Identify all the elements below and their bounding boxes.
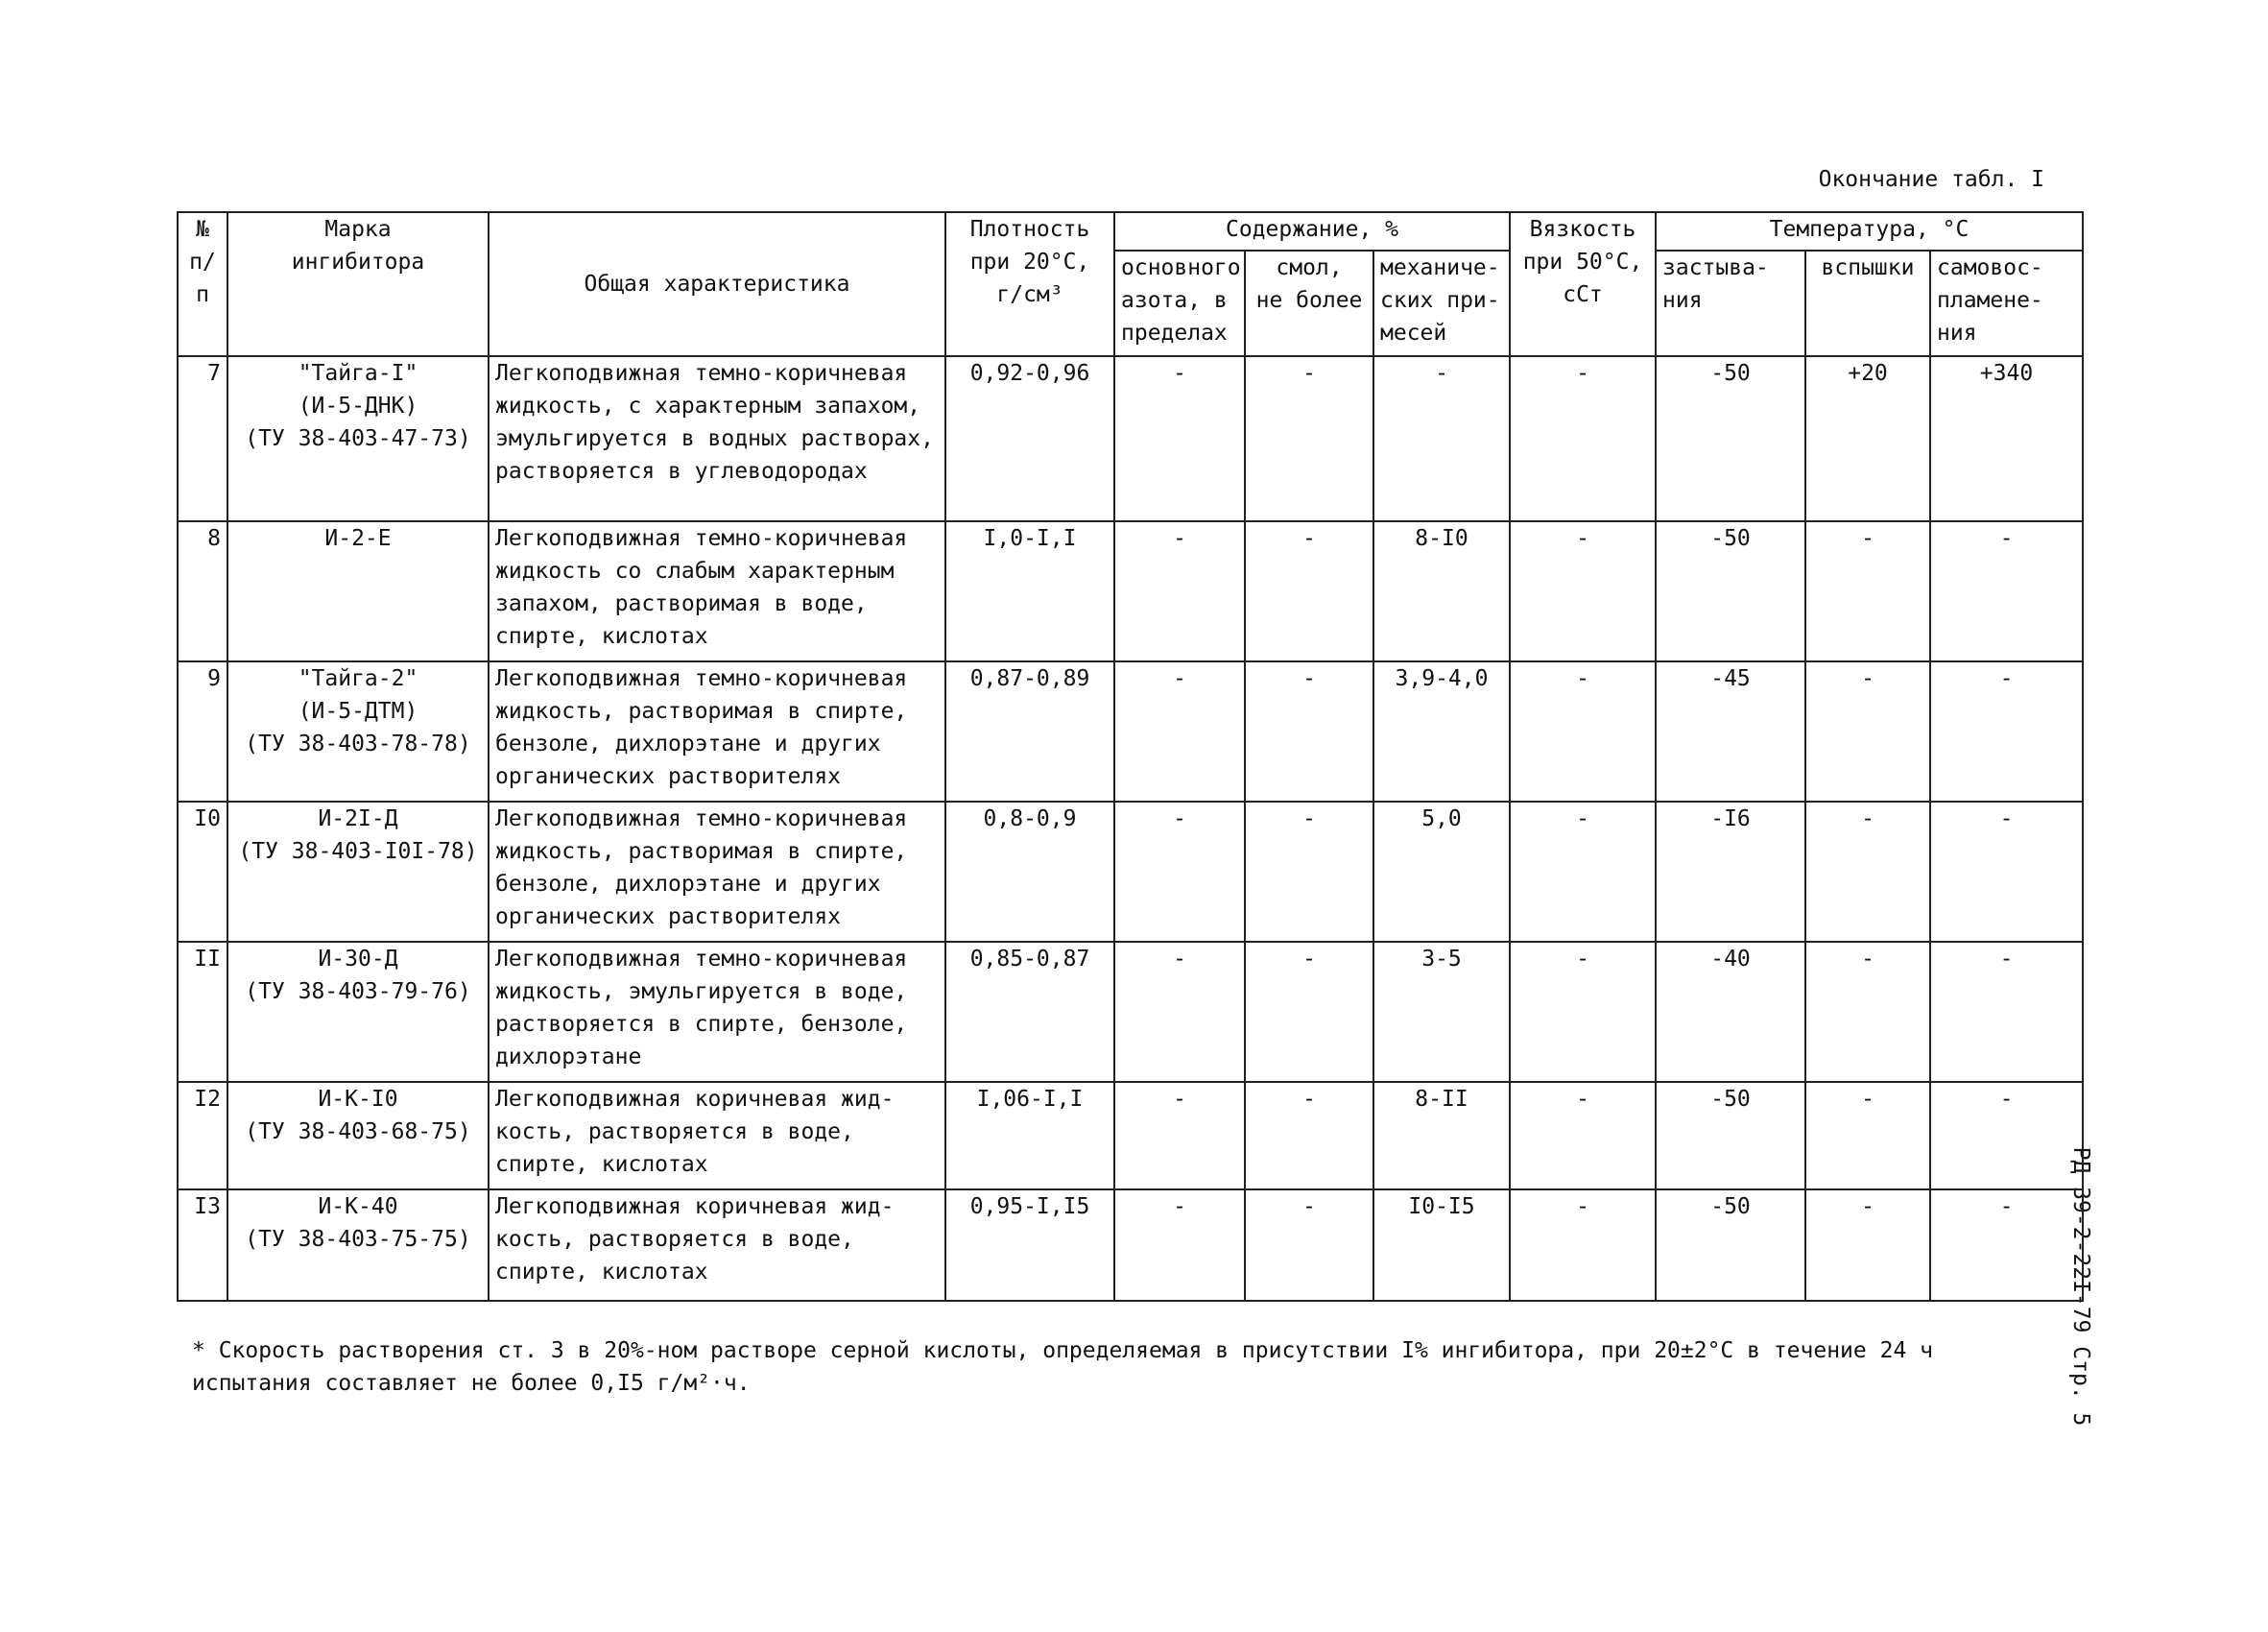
inhibitor-brand: И-2-Е — [227, 521, 489, 661]
autoignition-value: - — [1930, 521, 2083, 661]
inhibitor-description: Легкоподвижная темно-коричневая жидкость со слабым характерным запахом, растворимая в воде, спирте, кислотах — [489, 521, 945, 661]
nitrogen-value: - — [1114, 942, 1245, 1082]
resins-value: - — [1245, 1082, 1373, 1189]
autoignition-value: - — [1930, 942, 2083, 1082]
autoignition-value: - — [1930, 802, 2083, 942]
viscosity-value: - — [1510, 661, 1656, 802]
pour-point-value: -40 — [1656, 942, 1805, 1082]
autoignition-value: +340 — [1930, 356, 2083, 521]
resins-value: - — [1245, 661, 1373, 802]
inhibitor-brand: И-К-40 (ТУ 38-403-75-75) — [227, 1189, 489, 1301]
header-num: № п/п — [178, 212, 227, 356]
viscosity-value: - — [1510, 942, 1656, 1082]
header-pour: застыва- ния — [1656, 251, 1805, 356]
density-value: I,06-I,I — [945, 1082, 1114, 1189]
flash-point-value: - — [1805, 942, 1930, 1082]
inhibitor-brand: "Тайга-2" (И-5-ДТМ) (ТУ 38-403-78-78) — [227, 661, 489, 802]
autoignition-value: - — [1930, 661, 2083, 802]
header-density: Плотность при 20°С, г/см³ — [945, 212, 1114, 356]
header-autoign: самовос- пламене- ния — [1930, 251, 2083, 356]
inhibitor-description: Легкоподвижная коричневая жид- кость, растворяется в воде, спирте, кислотах — [489, 1189, 945, 1301]
density-value: 0,95-I,I5 — [945, 1189, 1114, 1301]
density-value: 0,92-0,96 — [945, 356, 1114, 521]
resins-value: - — [1245, 521, 1373, 661]
table-row — [178, 1082, 2083, 1189]
nitrogen-value: - — [1114, 661, 1245, 802]
inhibitor-description: Легкоподвижная темно-коричневая жидкость, эмульгируется в воде, растворяется в спирте, бензоле, дихлорэтане — [489, 942, 945, 1082]
inhibitor-brand: И-К-I0 (ТУ 38-403-68-75) — [227, 1082, 489, 1189]
density-value: 0,8-0,9 — [945, 802, 1114, 942]
table-row — [178, 521, 2083, 661]
inhibitor-brand: И-2I-Д (ТУ 38-403-I0I-78) — [227, 802, 489, 942]
nitrogen-value: - — [1114, 802, 1245, 942]
pour-point-value: -45 — [1656, 661, 1805, 802]
resins-value: - — [1245, 356, 1373, 521]
header-flash: вспышки — [1805, 251, 1930, 356]
nitrogen-value: - — [1114, 521, 1245, 661]
inhibitor-description: Легкоподвижная темно-коричневая жидкость, растворимая в спирте, бензоле, дихлорэтане и других органических растворителях — [489, 661, 945, 802]
density-value: I,0-I,I — [945, 521, 1114, 661]
flash-point-value: +20 — [1805, 356, 1930, 521]
resins-value: - — [1245, 802, 1373, 942]
page-side-label: РД 39-2-22I-79 Стр. 5 — [2068, 1146, 2093, 1427]
nitrogen-value: - — [1114, 356, 1245, 521]
mech-impurities-value: 3-5 — [1373, 942, 1510, 1082]
nitrogen-value: - — [1114, 1082, 1245, 1189]
table-row — [178, 661, 2083, 802]
pour-point-value: -I6 — [1656, 802, 1805, 942]
inhibitor-description: Легкоподвижная темно-коричневая жидкость, растворимая в спирте, бензоле, дихлорэтане и других органических растворителях — [489, 802, 945, 942]
mech-impurities-value: 8-II — [1373, 1082, 1510, 1189]
pour-point-value: -50 — [1656, 356, 1805, 521]
header-desc: Общая характеристика — [489, 212, 945, 356]
mech-impurities-value: 8-I0 — [1373, 521, 1510, 661]
autoignition-value: - — [1930, 1082, 2083, 1189]
nitrogen-value: - — [1114, 1189, 1245, 1301]
viscosity-value: - — [1510, 802, 1656, 942]
viscosity-value: - — [1510, 356, 1656, 521]
flash-point-value: - — [1805, 661, 1930, 802]
mech-impurities-value: - — [1373, 356, 1510, 521]
table-row — [178, 802, 2083, 942]
pour-point-value: -50 — [1656, 1189, 1805, 1301]
resins-value: - — [1245, 942, 1373, 1082]
viscosity-value: - — [1510, 521, 1656, 661]
inhibitor-brand: "Тайга-I" (И-5-ДНК) (ТУ 38-403-47-73) — [227, 356, 489, 521]
flash-point-value: - — [1805, 802, 1930, 942]
density-value: 0,85-0,87 — [945, 942, 1114, 1082]
mech-impurities-value: 3,9-4,0 — [1373, 661, 1510, 802]
header-resins: смол, не более — [1245, 251, 1373, 356]
density-value: 0,87-0,89 — [945, 661, 1114, 802]
row-number: 7 — [178, 356, 227, 521]
inhibitor-description: Легкоподвижная темно-коричневая жидкость, с характерным запахом, эмульгируется в водных растворах, растворяется в углеводородах — [489, 356, 945, 521]
row-number: I2 — [178, 1082, 227, 1189]
table-row — [178, 356, 2083, 521]
header-mech: механиче- ских при- месей — [1373, 251, 1510, 356]
viscosity-value: - — [1510, 1082, 1656, 1189]
row-number: I0 — [178, 802, 227, 942]
footnote: * Скорость растворения ст. 3 в 20%-ном растворе серной кислоты, определяемая в присутствии I% ингибитора, при 20±2°С в течение 24 ч испытания составляет не более 0,I5 г/м²·ч. — [192, 1338, 1933, 1396]
pour-point-value: -50 — [1656, 1082, 1805, 1189]
row-number: 8 — [178, 521, 227, 661]
inhibitor-table — [177, 211, 2084, 1302]
pour-point-value: -50 — [1656, 521, 1805, 661]
header-content-group: Содержание, % — [1114, 212, 1510, 251]
table-row — [178, 942, 2083, 1082]
header-nitrogen: основного азота, в пределах — [1114, 251, 1245, 356]
flash-point-value: - — [1805, 521, 1930, 661]
table-caption: Окончание табл. I — [1818, 167, 2044, 192]
resins-value: - — [1245, 1189, 1373, 1301]
header-brand: Марка ингибитора — [227, 212, 489, 356]
mech-impurities-value: 5,0 — [1373, 802, 1510, 942]
row-number: II — [178, 942, 227, 1082]
row-number: I3 — [178, 1189, 227, 1301]
inhibitor-description: Легкоподвижная коричневая жид- кость, растворяется в воде, спирте, кислотах — [489, 1082, 945, 1189]
inhibitor-brand: И-30-Д (ТУ 38-403-79-76) — [227, 942, 489, 1082]
flash-point-value: - — [1805, 1082, 1930, 1189]
flash-point-value: - — [1805, 1189, 1930, 1301]
mech-impurities-value: I0-I5 — [1373, 1189, 1510, 1301]
table-row — [178, 1189, 2083, 1301]
viscosity-value: - — [1510, 1189, 1656, 1301]
row-number: 9 — [178, 661, 227, 802]
autoignition-value: - — [1930, 1189, 2083, 1301]
header-temperature-group: Температура, °С — [1656, 212, 2083, 251]
header-viscosity: Вязкость при 50°С, сСт — [1510, 212, 1656, 356]
